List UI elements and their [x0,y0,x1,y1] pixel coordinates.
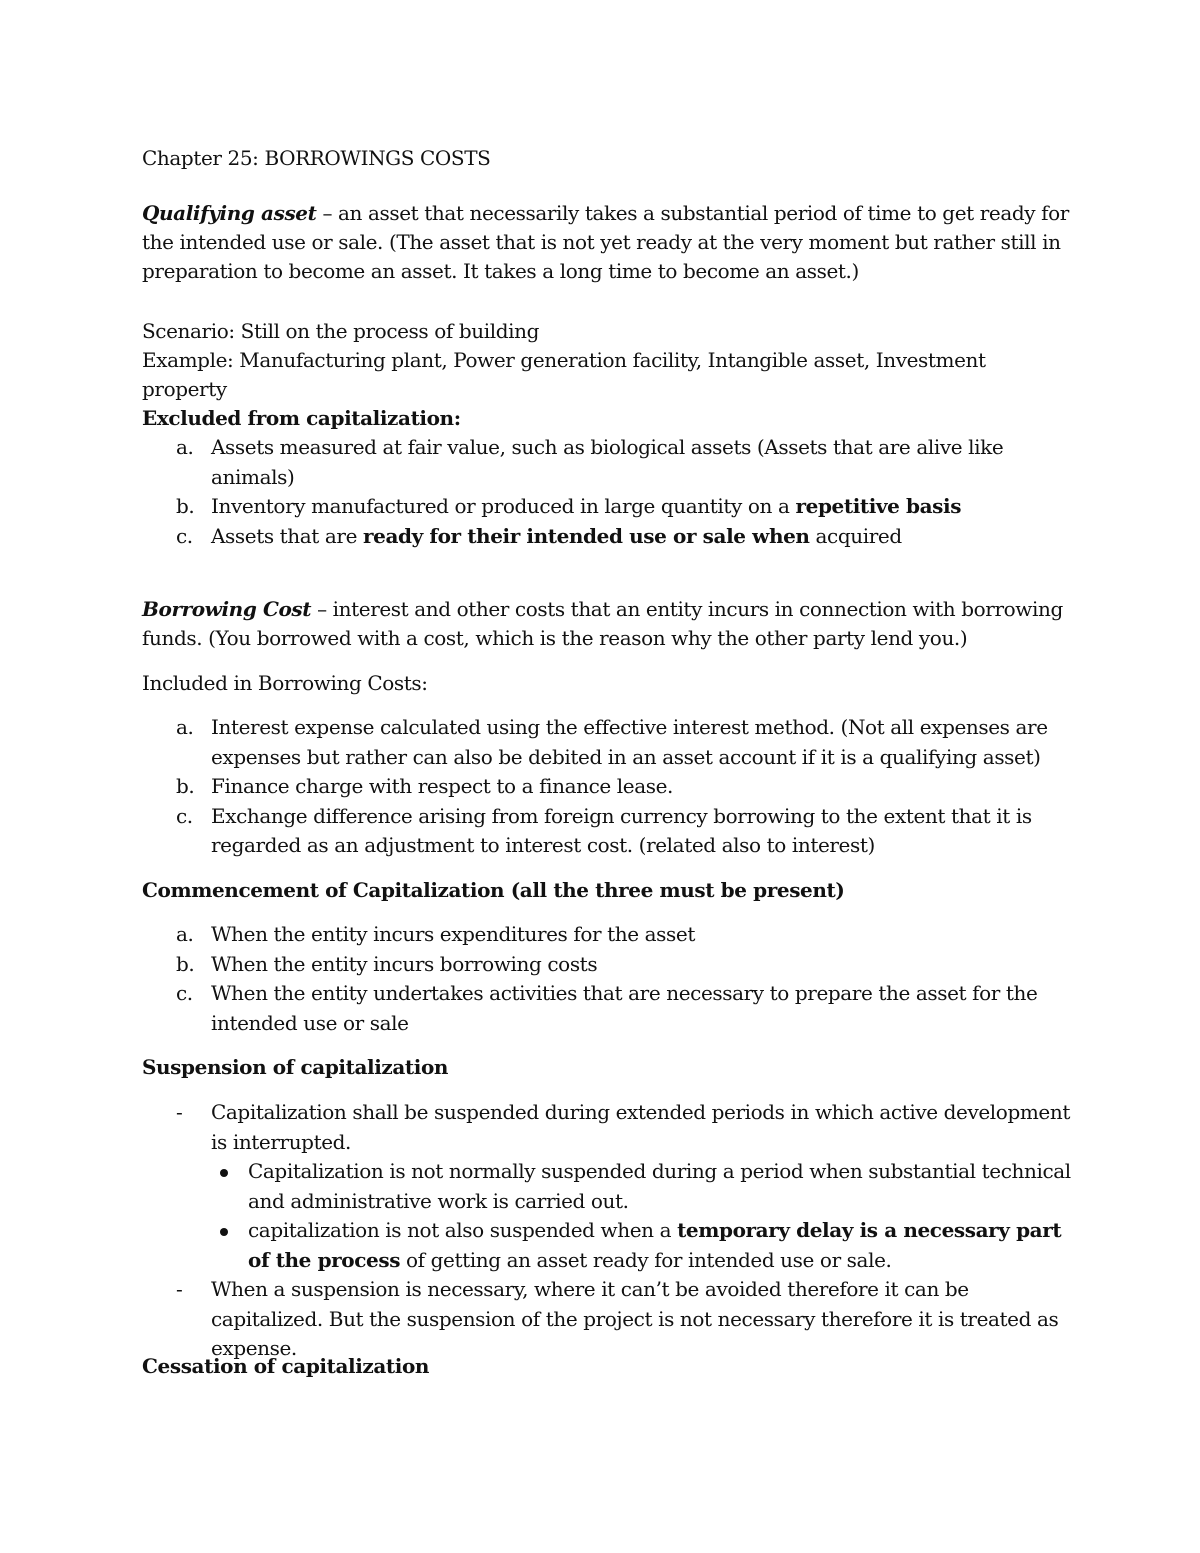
suspension-sublist [211,1157,1072,1275]
list-marker: c. [176,523,193,548]
list-item: c. Assets that are ready for their intended use or sale when acquired [142,522,1072,552]
included-list [142,713,1072,861]
scenario-line: Scenario: Still on the process of building [142,319,539,343]
list-item: b. Inventory manufactured or produced in large quantity on a repetitive basis [142,492,1072,522]
list-item: a. Interest expense calculated using the effective interest method. (Not all expenses are expenses but rather can also be debited in an asset account if it is a qualifying asset) [176,715,1048,769]
chapter-title: Chapter 25: BORROWINGS COSTS [142,146,491,170]
suspension-list [142,1098,1072,1364]
list-marker: a. [176,435,194,459]
borrowing-cost-paragraph [142,595,1072,653]
suspension-heading: Suspension of capitalization [142,1055,449,1079]
list-item: c. Exchange difference arising from foreign currency borrowing to the extent that it is regarded as an adjustment to interest cost. (related also to interest) [176,803,1032,857]
excluded-list [142,433,1072,551]
commencement-list [142,920,1072,1038]
qualifying-asset-term: Qualifying asset [142,201,317,225]
dash-marker: - [176,1277,183,1301]
list-item: - Capitalization shall be suspended during extended periods in which active development is interrupted. Capitalization is not normally suspended during a period when substantial technical and administrative work is carried out. capitalization is not also suspended when a temporary delay is a necessary part of the process of getting an asset ready for intended use or sale. [142,1098,1072,1275]
list-marker: a. [176,715,194,739]
list-item: b. When the entity incurs borrowing costs [142,950,1072,980]
list-item: a. When the entity incurs expenditures for the asset [142,920,1072,950]
borrowing-cost-term: Borrowing Cost [142,597,312,621]
qualifying-asset-definition: – an asset that necessarily takes a substantial period of time to get ready for the intended use or sale. (The asset that is not yet ready at the very moment but rather still in preparation to become an asset. It takes a long time to become an asset.) [142,201,1069,283]
list-marker: b. [176,951,195,976]
qualifying-asset-paragraph [142,199,1072,286]
commencement-heading: Commencement of Capitalization (all the three must be present) [142,878,845,902]
scenario-block [142,317,1072,404]
list-marker: b. [176,494,195,518]
list-item: b. Finance charge with respect to a finance lease. [142,772,1072,802]
excluded-heading: Excluded from capitalization: [142,406,461,430]
list-item: c. When the entity undertakes activities that are necessary to prepare the asset for the intended use or sale [176,981,1038,1035]
list-marker: b. [176,774,195,798]
example-line: Example: Manufacturing plant, Power generation facility, Intangible asset, Investment property [142,348,986,401]
sub-list-item: capitalization is not also suspended when a temporary delay is a necessary part of the process of getting an asset ready for intended use or sale. [211,1216,1072,1275]
list-item: a. Assets measured at fair value, such as biological assets (Assets that are alive like animals) [176,435,1004,489]
list-marker: c. [176,803,193,828]
bullet-icon [220,1228,228,1236]
cessation-heading: Cessation of capitalization [142,1354,430,1378]
bullet-icon [220,1169,228,1177]
borrowing-cost-definition: – interest and other costs that an entity incurs in connection with borrowing funds. (You borrowed with a cost, which is the reason why the other party lend you.) [142,597,1063,650]
dash-marker: - [176,1100,183,1124]
included-heading: Included in Borrowing Costs: [142,671,428,695]
list-marker: a. [176,922,194,946]
sub-list-item: Capitalization is not normally suspended during a period when substantial technical and administrative work is carried out. [211,1157,1072,1216]
list-marker: c. [176,981,193,1005]
list-item: - When a suspension is necessary, where it can’t be avoided therefore it can be capitalized. But the suspension of the project is not necessary therefore it is treated as expense. [176,1277,1059,1360]
